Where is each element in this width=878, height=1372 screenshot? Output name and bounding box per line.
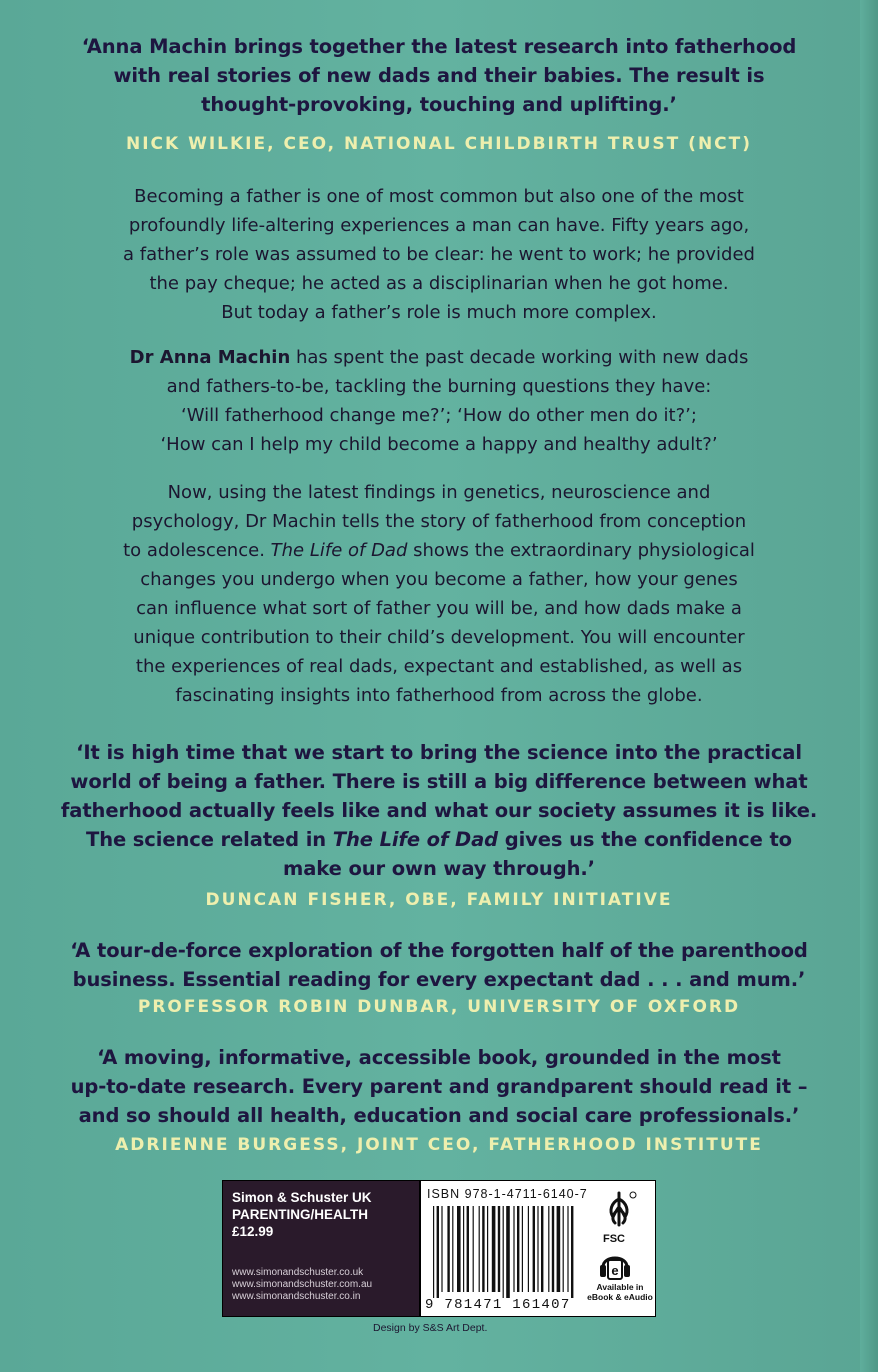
blurb-line: changes you undergo when you become a father, how your genes bbox=[140, 569, 738, 590]
quote-line: thought-provoking, touching and uplifting.’ bbox=[201, 93, 677, 116]
barcode-bar bbox=[487, 1206, 488, 1292]
blurb-line: can influence what sort of father you will be, and how dads make a bbox=[136, 598, 742, 619]
price-barcode-box bbox=[222, 1180, 656, 1317]
quote-line: fatherhood actually feels like and what our society assumes it is like. bbox=[60, 799, 818, 822]
quote-nick-wilkie bbox=[60, 32, 818, 119]
quote-duncan-fisher bbox=[60, 738, 818, 883]
barcode-bar bbox=[552, 1206, 554, 1292]
cover-edge bbox=[860, 0, 878, 1372]
blurb-line: But today a father’s role is much more complex. bbox=[221, 302, 657, 323]
barcode-bar bbox=[433, 1206, 434, 1298]
barcode-bar bbox=[479, 1206, 480, 1292]
quote-line: ‘Anna Machin brings together the latest research into fatherhood bbox=[81, 35, 797, 58]
barcode-bar bbox=[463, 1206, 464, 1292]
fsc-tree-icon bbox=[597, 1189, 641, 1233]
barcode-bar bbox=[447, 1206, 449, 1292]
barcode-bar bbox=[537, 1206, 538, 1292]
blurb-line: unique contribution to their child’s development. You will encounter bbox=[133, 627, 745, 648]
barcode-digits: 9 781471 161407 bbox=[425, 1297, 571, 1313]
blurb-line: Now, using the latest findings in genetics, neuroscience and bbox=[167, 482, 711, 503]
barcode-bar bbox=[522, 1206, 523, 1292]
quote-line: with real stories of new dads and their babies. The result is bbox=[113, 64, 765, 87]
blurb-line: ‘How can I help my child become a happy and healthy adult?’ bbox=[160, 434, 718, 455]
barcode-bar bbox=[563, 1206, 564, 1292]
price: £12.99 bbox=[232, 1224, 274, 1239]
barcode-bar bbox=[541, 1206, 543, 1292]
blurb-line: fascinating insights into fatherhood from across the globe. bbox=[175, 685, 703, 706]
availability-text bbox=[587, 1282, 653, 1302]
publisher-name: Simon & Schuster UK bbox=[232, 1190, 372, 1205]
svg-text:e: e bbox=[611, 1263, 619, 1278]
barcode-bar bbox=[503, 1206, 504, 1298]
barcode-bar bbox=[467, 1206, 469, 1292]
quote-line-post: gives us the confidence to bbox=[498, 828, 792, 851]
quote-line: business. Essential reading for every expectant dad . . . and mum.’ bbox=[72, 968, 806, 991]
blurb-paragraph-1 bbox=[70, 182, 808, 327]
attribution-robin-dunbar: PROFESSOR ROBIN DUNBAR, UNIVERSITY OF OXFORD bbox=[137, 997, 741, 1017]
barcode-bar bbox=[441, 1206, 442, 1292]
barcode-bar bbox=[452, 1206, 453, 1292]
barcode-bar bbox=[506, 1206, 510, 1298]
quote-line: and so should all health, education and social care professionals.’ bbox=[78, 1104, 800, 1127]
blurb-line: profoundly life-altering experiences a man can have. Fifty years ago, bbox=[128, 215, 750, 236]
quote-line: up-to-date research. Every parent and grandparent should read it – bbox=[70, 1075, 808, 1098]
url-uk: www.simonandschuster.co.uk bbox=[232, 1267, 364, 1278]
publisher-panel bbox=[223, 1181, 419, 1316]
barcode-bar bbox=[498, 1206, 500, 1292]
quote-line-pre: The science related in bbox=[86, 828, 333, 851]
quote-robin-dunbar bbox=[60, 936, 818, 994]
ebook-audio-icon bbox=[598, 1249, 632, 1281]
blurb-line bbox=[70, 343, 808, 372]
blurb-line: a father’s role was assumed to be clear: he went to work; he provided bbox=[123, 244, 755, 265]
barcode-bar bbox=[513, 1206, 514, 1292]
barcode-bar bbox=[482, 1206, 484, 1292]
book-title: The Life of Dad bbox=[332, 828, 499, 851]
blurb-line bbox=[70, 536, 808, 565]
quote-line: ‘A moving, informative, accessible book, grounded in the most bbox=[97, 1046, 781, 1069]
barcode-icon bbox=[433, 1206, 583, 1298]
blurb-line: the experiences of real dads, expectant and established, as well as bbox=[135, 656, 743, 677]
barcode-bar bbox=[517, 1206, 519, 1292]
book-title: The Life of Dad bbox=[270, 540, 408, 561]
blurb-line: and fathers-to-be, tackling the burning questions they have: bbox=[166, 376, 712, 397]
quote-line bbox=[60, 825, 818, 854]
attribution-duncan-fisher: DUNCAN FISHER, OBE, FAMILY INITIATIVE bbox=[205, 890, 673, 910]
isbn: ISBN 978-1-4711-6140-7 bbox=[427, 1187, 588, 1201]
url-au: www.simonandschuster.com.au bbox=[232, 1279, 373, 1290]
blurb-line: ‘Will fatherhood change me?’; ‘How do other men do it?’; bbox=[181, 405, 697, 426]
quote-line: ‘A tour-de-force exploration of the forgotten half of the parenthood bbox=[70, 939, 808, 962]
url-in: www.simonandschuster.co.in bbox=[232, 1291, 361, 1302]
barcode-bar bbox=[548, 1206, 549, 1292]
barcode-bar bbox=[533, 1206, 535, 1292]
barcode-bar bbox=[492, 1206, 496, 1292]
barcode-bar bbox=[571, 1206, 573, 1298]
attribution-nick-wilkie: NICK WILKIE, CEO, NATIONAL CHILDBIRTH TRUST (NCT) bbox=[125, 134, 753, 154]
quote-line: world of being a father. There is still a big difference between what bbox=[70, 770, 808, 793]
quote-line: ‘It is high time that we start to bring the science into the practical bbox=[76, 741, 802, 764]
blurb-paragraph-3 bbox=[70, 478, 808, 710]
barcode-bar bbox=[567, 1206, 568, 1292]
blurb-line-rest: has spent the past decade working with new dads bbox=[290, 347, 749, 368]
publisher-urls bbox=[232, 1267, 372, 1303]
barcode-bar bbox=[528, 1206, 529, 1292]
blurb-paragraph-2 bbox=[70, 343, 808, 459]
attribution-adrienne-burgess: ADRIENNE BURGESS, JOINT CEO, FATHERHOOD INSTITUTE bbox=[115, 1135, 763, 1155]
fsc-label: FSC bbox=[603, 1233, 625, 1245]
blurb-line: psychology, Dr Machin tells the story of fatherhood from conception bbox=[131, 511, 747, 532]
availability-line: eBook & eAudio bbox=[587, 1292, 653, 1302]
quote-line: make our own way through.’ bbox=[283, 857, 595, 880]
blurb-line: Becoming a father is one of most common but also one of the most bbox=[134, 186, 744, 207]
barcode-bar bbox=[557, 1206, 561, 1292]
blurb-line-pre: to adolescence. bbox=[123, 540, 271, 561]
barcode-bar bbox=[437, 1206, 439, 1298]
blurb-line-post: shows the extraordinary physiological bbox=[407, 540, 755, 561]
barcode-bar bbox=[473, 1206, 474, 1292]
category: PARENTING/HEALTH bbox=[232, 1207, 368, 1222]
author-name: Dr Anna Machin bbox=[129, 347, 291, 368]
barcode-bar bbox=[457, 1206, 461, 1292]
availability-line: Available in bbox=[596, 1282, 644, 1292]
design-credit: Design by S&S Art Dept. bbox=[373, 1322, 488, 1334]
quote-adrienne-burgess bbox=[60, 1043, 818, 1130]
blurb-line: the pay cheque; he acted as a disciplinarian when he got home. bbox=[149, 273, 729, 294]
